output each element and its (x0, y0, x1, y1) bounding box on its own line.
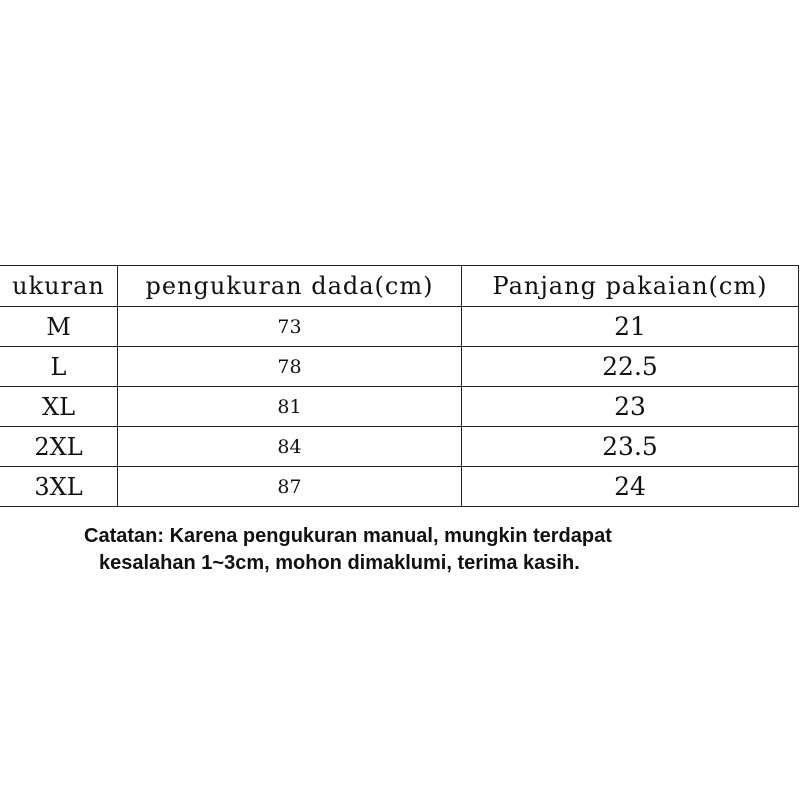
size-chart-table (0, 265, 799, 507)
header-chest: pengukuran dada(cm) (118, 266, 462, 307)
size-cell: M (0, 307, 118, 347)
size-cell: 3XL (0, 467, 118, 507)
note-line-1: Catatan: Karena pengukuran manual, mungkin terdapat (84, 525, 612, 547)
measurement-note (84, 523, 784, 577)
table-header-row (0, 266, 799, 307)
table-row (0, 347, 799, 387)
note-line-2: kesalahan 1~3cm, mohon dimaklumi, terima kasih. (99, 552, 580, 574)
length-cell: 21 (462, 307, 799, 347)
size-cell: 2XL (0, 427, 118, 467)
table-row (0, 307, 799, 347)
length-cell: 23.5 (462, 427, 799, 467)
table-row (0, 387, 799, 427)
size-cell: XL (0, 387, 118, 427)
length-cell: 23 (462, 387, 799, 427)
chest-cell: 81 (118, 387, 462, 427)
size-cell: L (0, 347, 118, 387)
table-row (0, 427, 799, 467)
chest-cell: 73 (118, 307, 462, 347)
header-size: ukuran (0, 266, 118, 307)
length-cell: 22.5 (462, 347, 799, 387)
table-row (0, 467, 799, 507)
header-length: Panjang pakaian(cm) (462, 266, 799, 307)
chest-cell: 84 (118, 427, 462, 467)
chest-cell: 87 (118, 467, 462, 507)
length-cell: 24 (462, 467, 799, 507)
chest-cell: 78 (118, 347, 462, 387)
